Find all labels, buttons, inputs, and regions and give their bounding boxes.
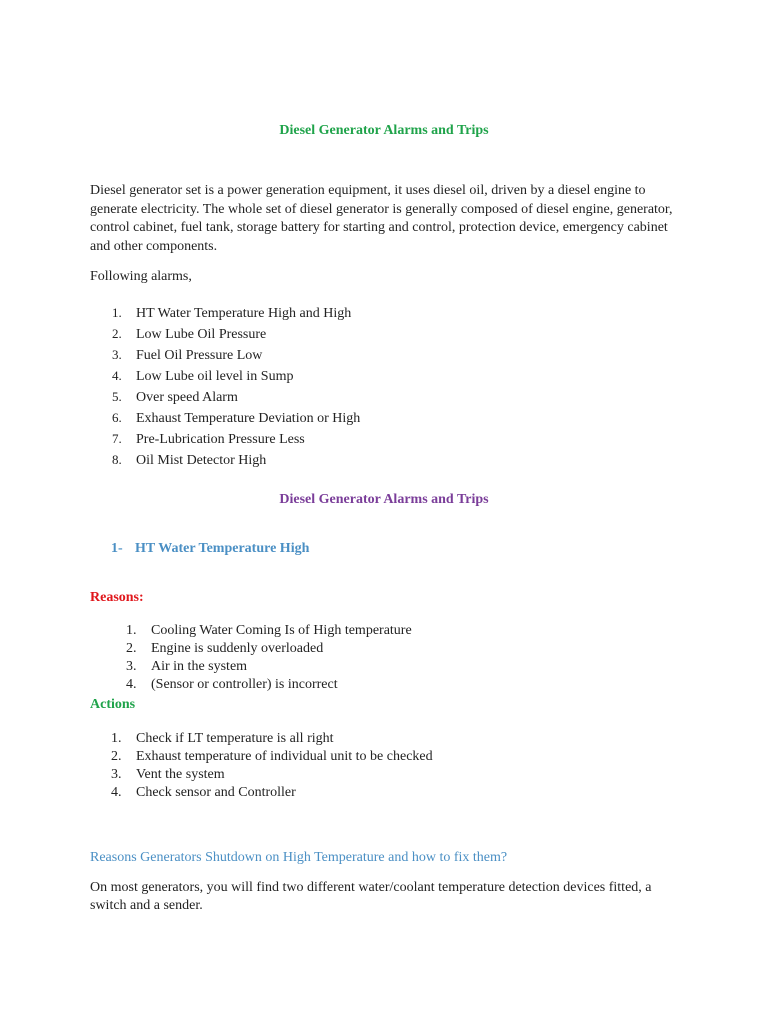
reason-item <box>126 640 412 658</box>
following-alarms-text: Following alarms, <box>90 269 192 284</box>
list-number: 5. <box>112 389 122 404</box>
section-title: Diesel Generator Alarms and Trips <box>279 492 489 507</box>
shutdown-heading: Reasons Generators Shutdown on High Temperature and how to fix them? <box>90 850 508 865</box>
closing-paragraph: On most generators, you will find two different water/coolant temperature detection devices fitted, a switch and a sender. <box>90 880 652 913</box>
list-number: 3. <box>126 659 137 674</box>
alarm-text: HT Water Temperature High and High <box>136 306 352 321</box>
alarm-text: Low Lube oil level in Sump <box>136 369 294 384</box>
alarm-item <box>90 428 360 449</box>
action-item <box>111 766 433 784</box>
alarm-item <box>90 449 360 470</box>
reason-item <box>126 622 412 640</box>
alarm-item <box>90 344 360 365</box>
list-number: 4. <box>111 785 122 800</box>
list-number: 2. <box>111 749 122 764</box>
alarm-item <box>90 386 360 407</box>
list-number: 7. <box>112 431 122 446</box>
list-number: 2. <box>126 641 137 656</box>
list-number: 4. <box>126 677 137 692</box>
alarm-text: Pre-Lubrication Pressure Less <box>136 432 305 447</box>
section-number: 1- <box>111 541 123 556</box>
alarm-item <box>90 407 360 428</box>
list-number: 1. <box>111 731 122 746</box>
alarm-text: Low Lube Oil Pressure <box>136 327 267 342</box>
list-number: 2. <box>112 326 122 341</box>
section-heading <box>111 541 309 557</box>
list-number: 1. <box>112 305 122 320</box>
list-number: 3. <box>111 767 122 782</box>
alarm-item <box>90 302 360 323</box>
action-text: Check sensor and Controller <box>136 785 296 800</box>
actions-label: Actions <box>90 697 136 712</box>
list-number: 3. <box>112 347 122 362</box>
alarm-text: Exhaust Temperature Deviation or High <box>136 411 361 426</box>
reason-text: Engine is suddenly overloaded <box>151 641 324 656</box>
actions-list <box>111 730 433 802</box>
action-item <box>111 748 433 766</box>
reason-text: Air in the system <box>151 659 248 674</box>
alarm-list <box>90 302 360 470</box>
reason-item <box>126 676 412 694</box>
list-number: 1. <box>126 623 137 638</box>
reason-item <box>126 658 412 676</box>
action-item <box>111 730 433 748</box>
list-number: 8. <box>112 452 122 467</box>
action-text: Vent the system <box>136 767 225 782</box>
reasons-label: Reasons: <box>90 590 144 605</box>
alarm-text: Over speed Alarm <box>136 390 238 405</box>
action-item <box>111 784 433 802</box>
action-text: Exhaust temperature of individual unit to be checked <box>136 749 433 764</box>
alarm-text: Oil Mist Detector High <box>136 453 267 468</box>
alarm-item <box>90 365 360 386</box>
intro-paragraph: Diesel generator set is a power generation equipment, it uses diesel oil, driven by a diesel engine to generate electricity. The whole set of diesel generator is generally composed of diesel engine, generator, control cabinet, fuel tank, storage battery for starting and control, protection device, emergency cabinet and other components. <box>90 183 673 254</box>
document-title: Diesel Generator Alarms and Trips <box>279 123 489 138</box>
reason-text: (Sensor or controller) is incorrect <box>151 677 338 692</box>
alarm-item <box>90 323 360 344</box>
reason-text: Cooling Water Coming Is of High temperature <box>151 623 412 638</box>
alarm-text: Fuel Oil Pressure Low <box>136 348 263 363</box>
list-number: 4. <box>112 368 122 383</box>
reasons-list <box>126 622 412 694</box>
action-text: Check if LT temperature is all right <box>136 731 334 746</box>
section-heading-text: HT Water Temperature High <box>135 541 310 556</box>
list-number: 6. <box>112 410 122 425</box>
